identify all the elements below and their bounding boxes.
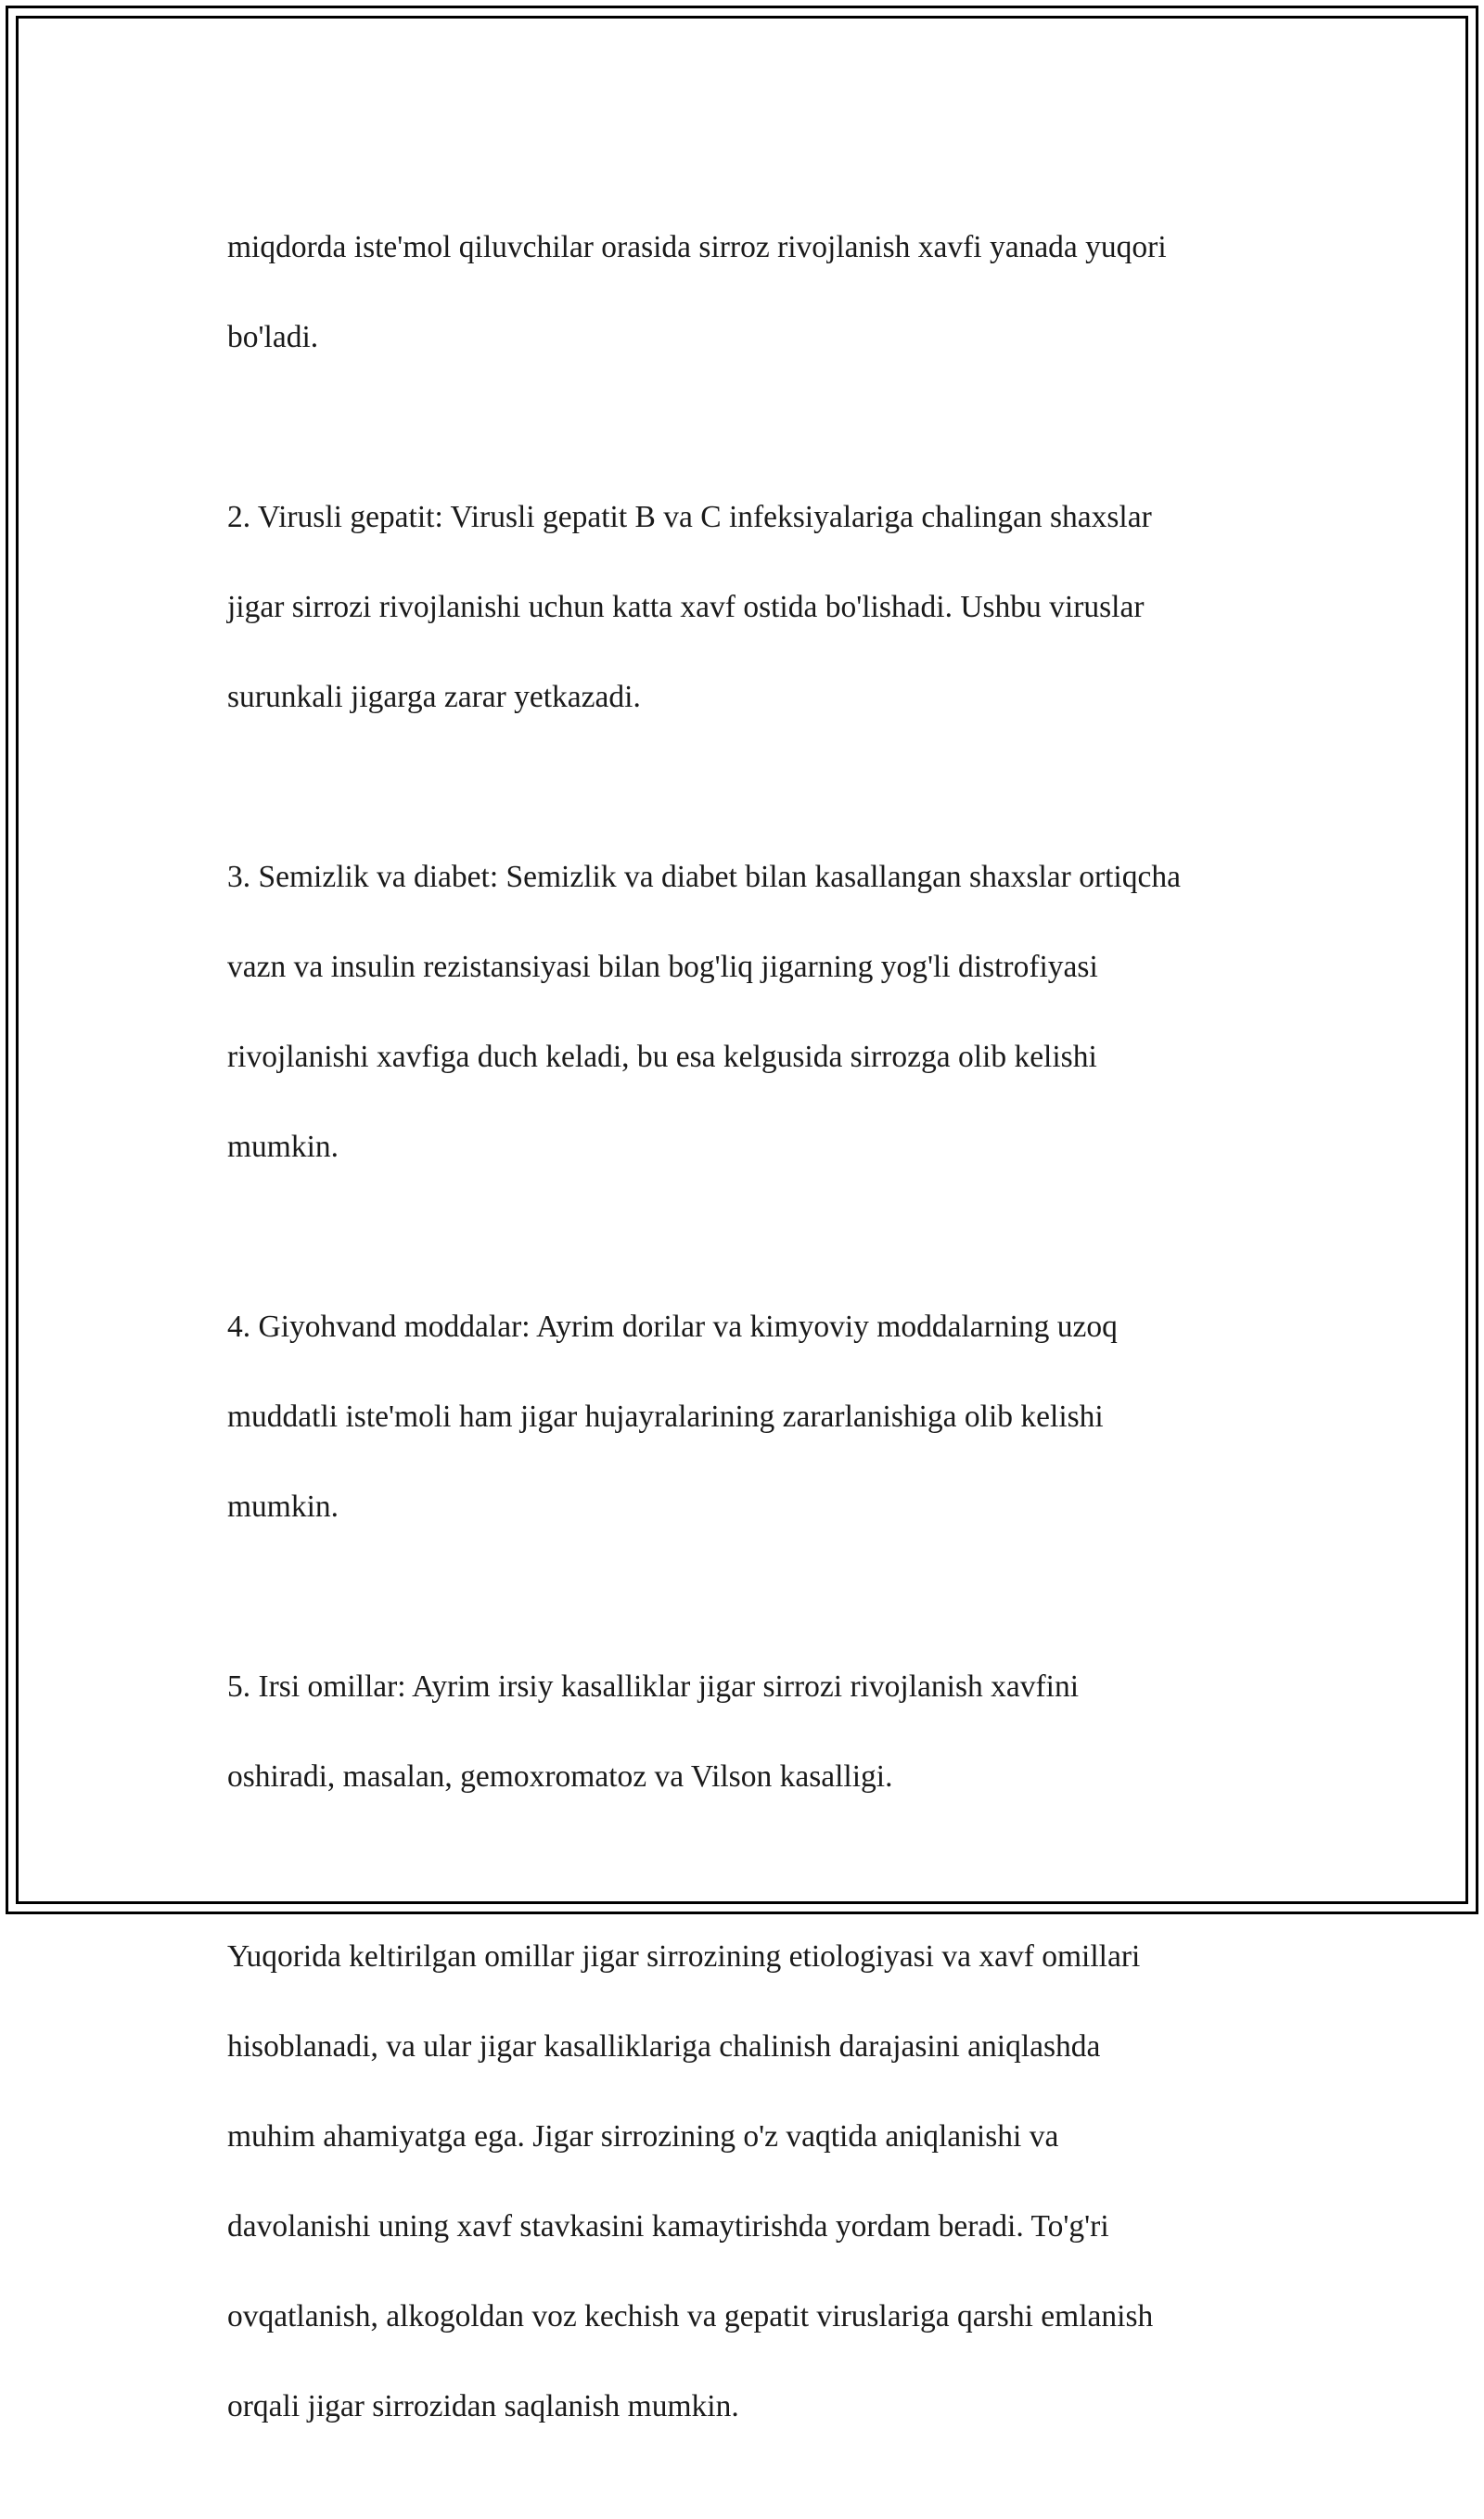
paragraph-virusli-gepatit [227,450,1294,765]
text-line: 4. Giyohvand moddalar: Ayrim dorilar va kimyoviy moddalarning uzoq [227,1309,1118,1344]
text-line: mumkin. [227,1489,339,1524]
text-line: miqdorda iste'mol qiluvchilar orasida sirroz rivojlanish xavfi yanada yuqori [227,229,1167,264]
text-line: 3. Semizlik va diabet: Semizlik va diabet bilan kasallangan shaxslar ortiqcha [227,859,1181,894]
text-line: 2. Virusli gepatit: Virusli gepatit B va C infeksiyalariga chalingan shaxslar [227,499,1152,534]
text-line: rivojlanishi xavfiga duch keladi, bu esa kelgusida sirrozga olib kelishi [227,1039,1097,1074]
text-line: surunkali jigarga zarar yetkazadi. [227,679,641,714]
text-line: hisoblanadi, va ular jigar kasalliklariga chalinish darajasini aniqlashda [227,2028,1101,2064]
paragraph-semizlik-diabet [227,810,1294,1215]
page-content [227,180,1294,2519]
text-line: bo'ladi. [227,319,319,354]
text-line: jigar sirrozi rivojlanishi uchun katta xavf ostida bo'lishadi. Ushbu viruslar [227,589,1145,624]
text-line: orqali jigar sirrozidan saqlanish mumkin. [227,2388,739,2423]
paragraph-continuation [227,180,1294,405]
text-line: davolanishi uning xavf stavkasini kamaytirishda yordam beradi. To'g'ri [227,2208,1109,2244]
text-line: vazn va insulin rezistansiyasi bilan bog'liq jigarning yog'li distrofiyasi [227,949,1098,984]
text-line: oshiradi, masalan, gemoxromatoz va Vilson kasalligi. [227,1758,893,1794]
paragraph-giyohvand-moddalar [227,1260,1294,1575]
text-line: muddatli iste'moli ham jigar hujayralarining zararlanishiga olib kelishi [227,1399,1104,1434]
paragraph-irsi-omillar [227,1619,1294,1845]
text-line: Yuqorida keltirilgan omillar jigar sirrozining etiologiyasi va xavf omillari [227,1938,1141,1974]
text-line: ovqatlanish, alkogoldan voz kechish va gepatit viruslariga qarshi emlanish [227,2298,1154,2334]
page-frame [6,6,1478,2423]
text-line: mumkin. [227,1129,339,1164]
text-line: muhim ahamiyatga ega. Jigar sirrozining o'z vaqtida aniqlanishi va [227,2118,1059,2154]
paragraph-conclusion [227,1889,1294,2474]
text-line: 5. Irsi omillar: Ayrim irsiy kasalliklar jigar sirrozi rivojlanish xavfini [227,1669,1079,1704]
